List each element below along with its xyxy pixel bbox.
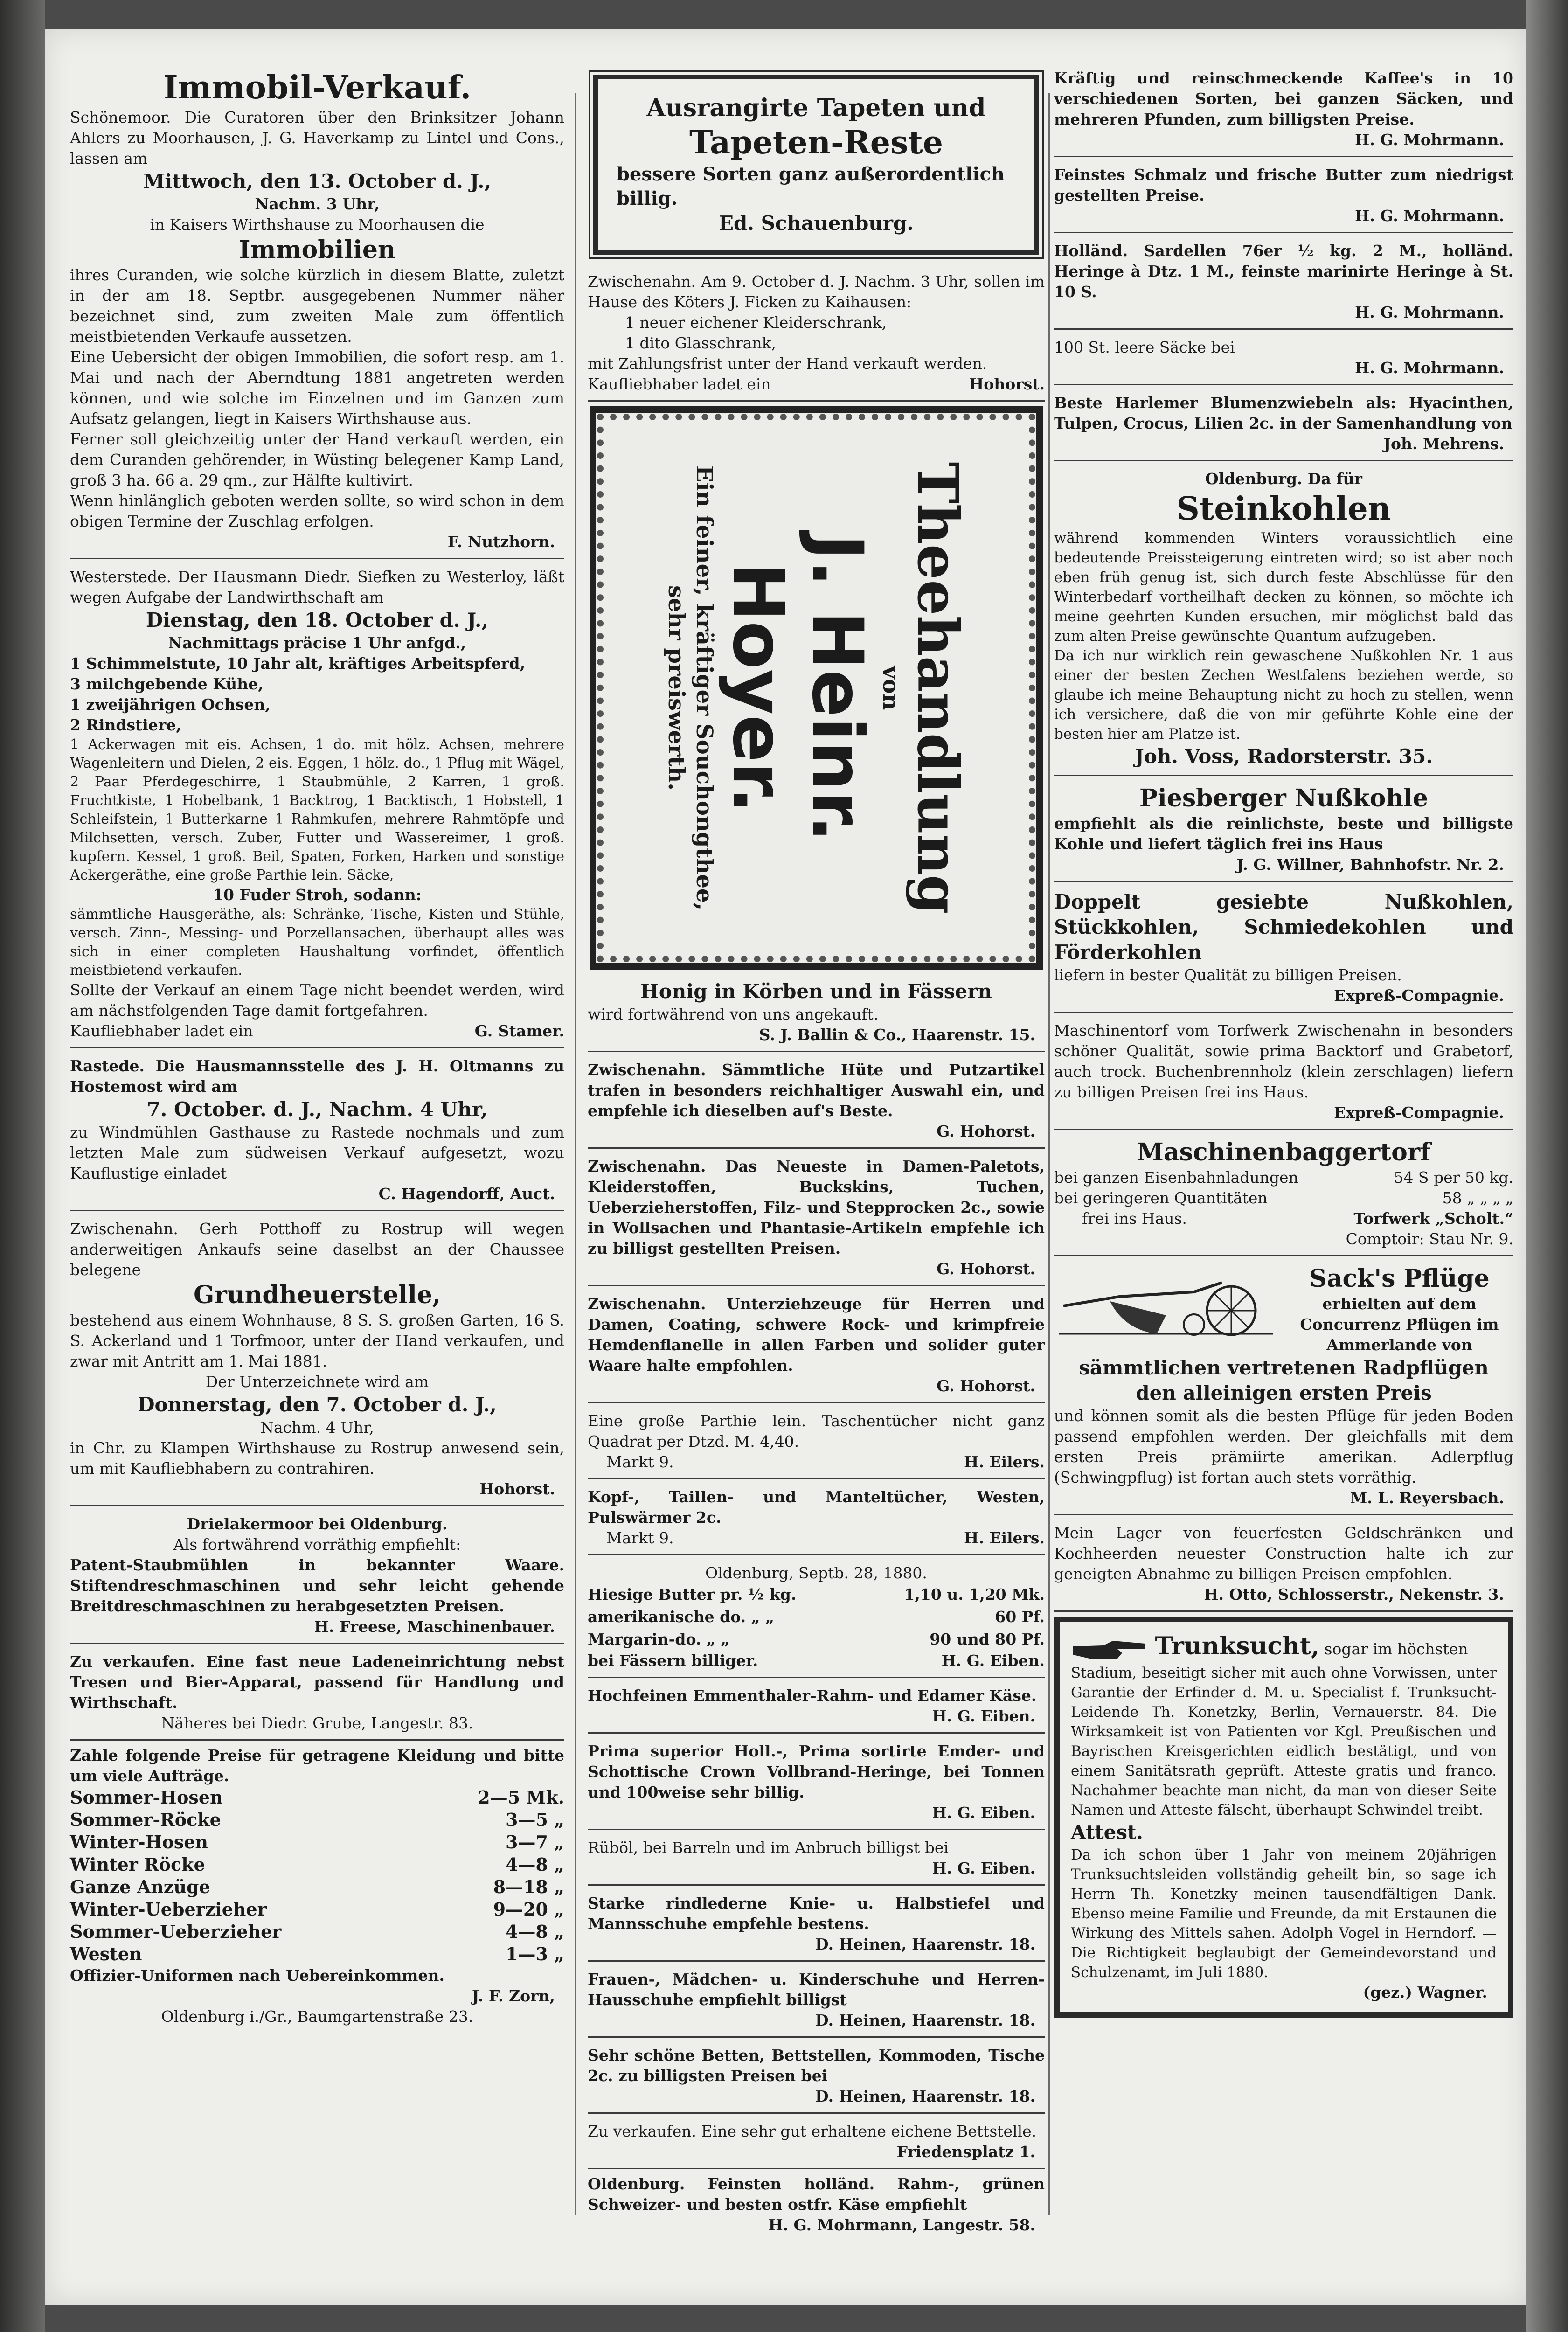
price-item: bei ganzen Eisenbahnladungen <box>1054 1168 1298 1187</box>
ad-text: Patent-Staubmühlen in bekannter Waare. Stiftendreschmaschinen und sehr leicht gehende Breitdreschmaschinen zu herabgesetzten Preisen. <box>70 1556 564 1615</box>
ad-signature-label: Kaufliebhaber ladet ein <box>70 1022 253 1040</box>
ad-heinen-betten <box>588 2042 1045 2114</box>
ad-text: Zu verkaufen. Eine sehr gut erhaltene eichene Bettstelle. <box>588 2122 1037 2140</box>
ad-signature: H. Eilers. <box>964 1453 1045 1471</box>
column-3 <box>1054 65 1513 2018</box>
price-value: 1—3 „ <box>506 1943 564 1964</box>
ad-text: mit Zahlungsfrist unter der Hand verkauft werden. <box>588 354 987 373</box>
ad-text: Starke rindlederne Knie- u. Halbstiefel und Mannsschuhe empfehle bestens. <box>588 1894 1045 1933</box>
ad-address: Comptoir: Stau Nr. 9. <box>1346 1230 1513 1248</box>
ad-signature: H. G. Eiben. <box>932 1859 1035 1877</box>
price-item: Sommer-Ueberzieher <box>70 1921 282 1942</box>
price-row <box>70 1853 564 1876</box>
ad-zwischenahn-kleiderschrank <box>588 269 1045 402</box>
ad-title: Maschinenbaggertorf <box>1137 1138 1431 1166</box>
ad-signature: H. G. Mohrmann. <box>1355 131 1504 149</box>
ad-signature-row <box>1054 1208 1513 1229</box>
ad-text: Wenn hinlänglich geboten werden sollte, so wird schon in dem obigen Termine der Zuschlag erfolgen. <box>70 492 564 530</box>
price-value: 2—5 Mk. <box>478 1787 564 1808</box>
ad-place: in Kaisers Wirthshause zu Moorhausen die <box>150 215 485 234</box>
price-row <box>588 1583 1045 1606</box>
ad-text: Feinstes Schmalz und frische Butter zum niedrigst gestellten Preise. <box>1054 166 1513 204</box>
ad-signature: G. Stamer. <box>474 1022 564 1040</box>
price-value: 8—18 „ <box>493 1876 564 1897</box>
ad-immobil-verkauf <box>70 65 564 559</box>
ad-signature: Joh. Voss, Radorsterstr. 35. <box>1134 745 1433 768</box>
ad-text: Da ich nur wirklich rein gewaschene Nußkohlen Nr. 1 aus einer der besten Zechen Westfalens beziehen werde, so glaube ich meine Behauptung nicht zu hoch zu stellen, wenn ich versichere, daß die von mir geführte Kohle eine der besten hier am Platze ist. <box>1054 647 1513 743</box>
ad-hohorst-huete <box>588 1057 1045 1149</box>
ad-text: Frauen-, Mädchen- u. Kinderschuhe und Herren-Hausschuhe empfiehlt billigst <box>588 1970 1045 2009</box>
ad-text: Rüböl, bei Barreln und im Anbruch billigst bei <box>588 1839 949 1857</box>
ad-steinkohlen <box>1054 466 1513 776</box>
ad-text: Ein feiner, kräftiger Souchongthee, <box>691 465 717 911</box>
ad-signature: D. Heinen, Haarenstr. 18. <box>815 2087 1035 2105</box>
ad-piesberger <box>1054 781 1513 882</box>
pointing-hand-icon <box>1071 1637 1150 1663</box>
price-row <box>70 1943 564 1965</box>
ad-text: 100 St. leere Säcke bei <box>1054 338 1235 356</box>
ad-text: Näheres bei Diedr. Grube, Langestr. 83. <box>161 1714 473 1732</box>
ad-eiben-rueboel <box>588 1835 1045 1886</box>
ad-text: von <box>878 666 904 710</box>
ad-item: 1 Schimmelstute, 10 Jahr alt, kräftiges Arbeitspferd, <box>70 654 526 673</box>
price-item: Ganze Anzüge <box>70 1876 210 1897</box>
ad-signature: J. G. Willner, Bahnhofstr. Nr. 2. <box>1236 855 1504 874</box>
ad-item: 1 dito Glasschrank, <box>625 334 777 352</box>
ad-signature-label: Kaufliebhaber ladet ein <box>588 375 771 393</box>
ad-heinen-stiefel <box>588 1890 1045 1962</box>
ad-signature: H. G. Mohrmann. <box>1355 207 1504 225</box>
ad-signature-row <box>588 1452 1045 1472</box>
ad-address: Oldenburg i./Gr., Baumgartenstraße 23. <box>161 2007 473 2026</box>
ad-eilers-tuecher <box>588 1484 1045 1555</box>
ad-signature: C. Hagendorff, Auct. <box>378 1185 555 1203</box>
ad-signature-row <box>588 1528 1045 1548</box>
column-1 <box>70 65 564 2027</box>
ad-eiben-butter <box>588 1560 1045 1678</box>
ad-trunksucht <box>1054 1617 1513 2018</box>
ad-signature: M. L. Reyersbach. <box>1350 1489 1504 1507</box>
ad-text: Beste Harlemer Blumenzwiebeln als: Hyacinthen, Tulpen, Crocus, Lilien 2c. in der Samenhandlung von <box>1054 394 1513 432</box>
ad-text: Oldenburg. Feinsten holländ. Rahm-, grünen Schweizer- und besten ostfr. Käse empfiehlt <box>588 2175 1045 2214</box>
ad-signature: Expreß-Compagnie. <box>1334 986 1504 1005</box>
ad-text: Zwischenahn. Sämmtliche Hüte und Putzartikel trafen in besonders reichhaltiger Auswahl ein, und empfehle ich dieselben auf's Beste. <box>588 1061 1045 1120</box>
ad-text: Zwischenahn. Unterziehzeuge für Herren und Damen, Coating, schwere Rock- und krimpfreie Hemdenflanelle in allen Farben und solider guter Waare halte empfohlen. <box>588 1295 1045 1374</box>
ad-text: erhielten auf dem Concurrenz Pflügen im Ammerlande von <box>1300 1295 1499 1354</box>
ad-text: Mein Lager von feuerfesten Geldschränken und Kochheerden neuester Construction halte ich zur geneigten Abnahme zu billigen Preisen empfohlen. <box>1054 1524 1513 1583</box>
ad-text: sämmtliche Hausgeräthe, als: Schränke, Tische, Kisten und Stühle, versch. Zinn-, Messing- und Porzellansachen, überhaupt alles was sich in einer completen Haushaltung vorfindet, öffentlich meistbietend verkaufen. <box>70 906 564 979</box>
ad-rastede <box>70 1053 564 1211</box>
ad-text: Zwischenahn. Das Neueste in Damen-Paletots, Kleiderstoffen, Buckskins, Tuchen, Ueberzieherstoffen, Filz- und Stepprocken 2c., sowie in Wollsachen und Phantasie-Artikeln empfehle ich zu billigst gestellten Preisen. <box>588 1157 1045 1257</box>
ad-text: Offizier-Uniformen nach Uebereinkommen. <box>70 1966 444 1985</box>
ad-text: sogar im höchsten <box>1324 1640 1468 1658</box>
ad-text: Eine Uebersicht der obigen Immobilien, die sofort resp. am 1. Mai und nach der Aberndtung 1881 angetreten werden können, und wie solche im Einzelnen und im Ganzen zum Aufsatz gelangen, liegt in Kaisers Wirthshause aus. <box>70 348 564 428</box>
price-value: 90 und 80 Pf. <box>930 1630 1045 1648</box>
ad-rotated-content <box>662 427 970 949</box>
ad-text: Westerstede. Der Hausmann Diedr. Siefken zu Westerloy, läßt wegen Aufgabe der Landwirthschaft am <box>70 568 564 606</box>
ad-title: Honig in Körben und in Fässern <box>640 980 992 1003</box>
column-2 <box>588 65 1045 2235</box>
price-value: 4—8 „ <box>506 1854 564 1875</box>
book-edge-left <box>0 0 45 2332</box>
ad-text: Kräftig und reinschmeckende Kaffee's in 10 verschiedenen Sorten, bei ganzen Säcken, und mehreren Pfunden, zum billigsten Preise. <box>1054 69 1513 128</box>
ad-signature: Hohorst. <box>969 375 1045 393</box>
price-row <box>70 1876 564 1898</box>
price-value: 58 „ „ „ „ <box>1442 1189 1513 1207</box>
price-item: Margarin-do. „ „ <box>588 1630 730 1648</box>
column-rule-1 <box>575 93 576 2215</box>
price-item: Winter-Hosen <box>70 1832 208 1853</box>
ad-title: Theehandlung <box>905 462 971 914</box>
ad-honig <box>588 976 1045 1052</box>
ad-date: 7. October. d. J., Nachm. 4 Uhr, <box>146 1098 488 1121</box>
ad-eilers-taschentuecher <box>588 1408 1045 1479</box>
ad-signature: F. Nutzhorn. <box>447 533 555 551</box>
ad-text: Eine große Parthie lein. Taschentücher nicht ganz Quadrat per Dtzd. M. 4,40. <box>588 1412 1045 1451</box>
ad-hohorst-paletots <box>588 1153 1045 1286</box>
ad-westerstede <box>70 564 564 1048</box>
ad-signature: (gez.) Wagner. <box>1363 1983 1487 2001</box>
ad-title: Sack's Pflüge <box>1309 1264 1490 1293</box>
price-value: 9—20 „ <box>493 1899 564 1920</box>
ad-date: Dienstag, den 18. October d. J., <box>146 609 489 632</box>
ad-title-row <box>1071 1631 1497 1663</box>
ad-subtitle: Attest. <box>1071 1821 1144 1844</box>
ad-kaffee <box>1054 65 1513 157</box>
ad-title: Steinkohlen <box>1176 490 1391 527</box>
ad-text: Als fortwährend vorräthig empfiehlt: <box>173 1535 461 1554</box>
price-item: Sommer-Hosen <box>70 1787 223 1808</box>
ad-signature: G. Hohorst. <box>937 1260 1035 1278</box>
ad-text: Rastede. Die Hausmannsstelle des J. H. Oltmanns zu Hostemost wird am <box>70 1057 564 1096</box>
price-value: 54 S per 50 kg. <box>1394 1168 1513 1187</box>
ad-text: Prima superior Holl.-, Prima sortirte Emder- und Schottische Crown Vollbrand-Heringe, bei Tonnen und 100weise sehr billig. <box>588 1742 1045 1801</box>
price-row <box>1054 1188 1513 1208</box>
ad-text: empfiehlt als die reinlichste, beste und billigste Kohle und liefert täglich frei ins Haus <box>1054 814 1513 853</box>
ad-signature: Friedensplatz 1. <box>896 2143 1035 2161</box>
ad-head: Oldenburg, Septb. 28, 1880. <box>705 1564 927 1582</box>
ad-text: Schönemoor. Die Curatoren über den Brinksitzer Johann Ahlers zu Moorhausen, J. G. Haverkamp zu Lintel und Cons., lassen am <box>70 108 564 167</box>
price-value: 1,10 u. 1,20 Mk. <box>904 1585 1045 1603</box>
ad-title: Piesberger Nußkohle <box>1139 784 1429 812</box>
ad-signature: H. G. Mohrmann, Langestr. 58. <box>768 2216 1035 2234</box>
ad-title: Drielakermoor bei Oldenburg. <box>187 1515 448 1533</box>
ad-sacks-pfluege <box>1054 1261 1513 1515</box>
ad-shop-name: J. Heinr. Hoyer. <box>717 534 878 842</box>
ad-mohrmann-kaese <box>588 2174 1045 2235</box>
ad-signature: H. G. Eiben. <box>941 1652 1045 1670</box>
price-item: bei geringeren Quantitäten <box>1054 1189 1268 1207</box>
ad-item: 1 neuer eichener Kleiderschrank, <box>625 313 887 332</box>
ad-item: 2 Rindstiere, <box>70 716 181 734</box>
ad-signature: D. Heinen, Haarenstr. 18. <box>815 1935 1035 1953</box>
column-rule-2 <box>1048 93 1050 2215</box>
ad-text: und können somit als die besten Pflüge für jeden Boden passend empfohlen werden. Der gleichfalls mit dem ersten Preis prämiirte amerikan. Adlerpflug (Schwingpflug) ist fortan auch stets vorräthig. <box>1054 1407 1513 1486</box>
ad-text: wird fortwährend von uns angekauft. <box>588 1005 879 1023</box>
ad-text: Maschinentorf vom Torfwerk Zwischenahn in besonders schöner Qualität, sowie prima Backtorf und Grabetorf, auch trock. Buchenbrennholz (klein zerschlagen) liefern zu billigen Preisen frei ins Haus. <box>1054 1021 1513 1101</box>
ad-tapeten <box>593 75 1039 255</box>
ad-keyword: Grundheuerstelle, <box>193 1281 441 1309</box>
ad-text: Sehr schöne Betten, Bettstellen, Kommoden, Tische 2c. zu billigsten Preisen bei <box>588 2046 1045 2085</box>
ad-signature: H. Freese, Maschinenbauer. <box>314 1617 555 1636</box>
ad-title: Doppelt gesiebte Nußkohlen, Stückkohlen, Schmiedekohlen und Förderkohlen <box>1054 890 1513 964</box>
price-value: 4—8 „ <box>506 1921 564 1942</box>
price-row <box>70 1831 564 1853</box>
ad-saecke <box>1054 334 1513 385</box>
ad-title: Ausrangirte Tapeten und <box>646 94 986 122</box>
ad-signature: H. G. Eiben. <box>932 1707 1035 1725</box>
ad-date: Mittwoch, den 13. October d. J., <box>143 170 492 193</box>
ad-text: bei Fässern billiger. <box>588 1652 758 1670</box>
price-item: Hiesige Butter pr. ½ kg. <box>588 1585 797 1603</box>
price-row <box>1054 1167 1513 1188</box>
price-item: Westen <box>70 1943 142 1964</box>
ad-text: ihres Curanden, wie solche kürzlich in diesem Blatte, zuletzt in der am 18. Septbr. ausgegebenen Nummer näher bezeichnet sind, zum zweiten Male zum öffentlich meistbietenden Verkaufe aussetzen. <box>70 266 564 346</box>
ad-blumenzwiebeln <box>1054 390 1513 461</box>
price-item: amerikanische do. „ „ <box>588 1608 775 1626</box>
ad-signature: Ed. Schauenburg. <box>718 212 914 235</box>
ad-text: sehr preiswerth. <box>663 585 689 791</box>
ad-keyword: den alleinigen ersten Preis <box>1136 1381 1432 1404</box>
plow-illustration-icon <box>1054 1264 1278 1343</box>
price-item: Winter Röcke <box>70 1854 205 1875</box>
ad-keyword: sämmtlichen vertretenen Radpflügen <box>1079 1356 1489 1379</box>
book-edge-right <box>1526 0 1568 2332</box>
ad-ladeneinrichtung <box>70 1649 564 1741</box>
ad-place: Markt 9. <box>606 1529 674 1547</box>
ad-text: bessere Sorten ganz außerordentlich billig. <box>617 163 1005 209</box>
ad-text: Zwischenahn. Am 9. October d. J. Nachm. 3 Uhr, sollen im Hause des Köters J. Ficken zu Kaihausen: <box>588 272 1045 311</box>
ad-signature: S. J. Ballin & Co., Haarenstr. 15. <box>759 1026 1035 1044</box>
ad-signature: H. G. Mohrmann. <box>1355 359 1504 377</box>
ad-head: Oldenburg. Da für <box>1205 470 1362 488</box>
ad-title: Immobil-Verkauf. <box>163 69 472 106</box>
ad-text: liefern in bester Qualität zu billigen Preisen. <box>1054 966 1402 984</box>
ad-time: Nachm. 4 Uhr, <box>260 1418 374 1437</box>
ad-text: Sollte der Verkauf an einem Tage nicht beendet werden, wird am nächstfolgenden Tage damit fortgefahren. <box>70 981 564 1020</box>
ad-signature: Expreß-Compagnie. <box>1334 1104 1504 1122</box>
ad-text: während kommenden Winters voraussichtlich eine bedeutende Preissteigerung eintreten wird; so ist aber noch eben früh genug ist, sich durch feste Abschlüsse für den Winterbedarf vortheilhaft decken zu können, so möchte ich meine geehrten Kunden ersuchen, mir möglichst bald das zum alten Preise gewünschte Quantum aufzugeben. <box>1054 530 1513 645</box>
ad-date: Donnerstag, den 7. October d. J., <box>138 1393 497 1416</box>
ad-signature: H. G. Mohrmann. <box>1355 303 1504 321</box>
ad-signature: J. F. Zorn, <box>472 1987 555 2005</box>
ad-signature: Hohorst. <box>479 1480 555 1498</box>
ad-text: Da ich schon über 1 Jahr von meinem 20jährigen Trunksuchtsleiden vollständig geheilt bin, so sage ich Herrn Th. Konetzky meinen tausendfältigen Dank. Ebenso meine Familie und Freunde, da mit Erstaunen die Wirkung des Mittels sahen. Adolph Vogel in Herndorf. — Die Richtigkeit beglaubigt der Gemeindevorstand und Schulzenamt, im Juli 1880. <box>1071 1846 1497 1981</box>
price-value: 60 Pf. <box>995 1608 1045 1626</box>
ad-theehandlung <box>590 406 1043 970</box>
ad-item: 3 milchgebende Kühe, <box>70 675 264 693</box>
ad-drielakermoor <box>70 1511 564 1644</box>
ad-title: Tapeten-Reste <box>689 124 944 161</box>
ad-signature: H. Eilers. <box>964 1529 1045 1547</box>
ad-signature: G. Hohorst. <box>937 1377 1035 1395</box>
ad-text: Zwischenahn. Gerh Potthoff zu Rostrup will wegen anderweitigen Ankaufs seine daselbst an der Chaussee belegene <box>70 1220 564 1279</box>
ad-text: zu Windmühlen Gasthause zu Rastede nochmals und zum letzten Male zum südweisen Verkauf aufgesetzt, wozu Kauflustige einladet <box>70 1123 564 1182</box>
ad-sardellen <box>1054 238 1513 330</box>
ad-keyword: Immobilien <box>239 236 395 264</box>
price-row <box>588 1628 1045 1651</box>
ad-item: 10 Fuder Stroh, sodann: <box>213 886 422 904</box>
ad-text: Zahle folgende Preise für getragene Kleidung und bitte um viele Aufträge. <box>70 1746 564 1785</box>
price-value: 3—7 „ <box>506 1832 564 1853</box>
ad-text: Zu verkaufen. Eine fast neue Ladeneinrichtung nebst Tresen und Bier-Apparat, passend für Handlung und Wirthschaft. <box>70 1652 564 1712</box>
ad-signature-row <box>588 374 1045 395</box>
ad-hohorst-unterzeuge <box>588 1291 1045 1403</box>
ad-zwischenahn-grundheuerstelle <box>70 1216 564 1506</box>
price-value: 3—5 „ <box>506 1809 564 1830</box>
ad-signature: Joh. Mehrens. <box>1383 435 1504 453</box>
price-item: Winter-Ueberzieher <box>70 1899 267 1920</box>
ad-signature: H. Otto, Schlosserstr., Nekenstr. 3. <box>1204 1585 1504 1603</box>
ad-text: Holländ. Sardellen 76er ½ kg. 2 M., holländ. Heringe à Dtz. 1 M., feinste marinirte Heringe à St. 10 S. <box>1054 242 1513 301</box>
ad-kleidung-preise <box>70 1745 564 2027</box>
ad-text: in Chr. zu Klampen Wirthshause zu Rostrup anwesend sein, um mit Kaufliebhabern zu contrahiren. <box>70 1439 564 1478</box>
ad-text: Stadium, beseitigt sicher mit auch ohne Vorwissen, unter Garantie der Erfinder d. M. u. Specialist f. Trunksucht-Leidende Th. Konetzky, Berlin, Vernauerstr. 84. Die Wirksamkeit ist von Patienten vor Kgl. Preußischen und Bayrischen Kreisgerichten eidlich bestätigt, und von einem Sanitätsrath geprüft. Atteste gratis und franco. Nachahmer beachte man nicht, da man von dieser Seite Namen und Atteste fälscht, überhaupt Schwindel treibt. <box>1071 1665 1497 1818</box>
ad-text: Ferner soll gleichzeitig unter der Hand verkauft werden, ein dem Curanden gehörender, in Wüsting belegener Kamp Land, groß 3 ha. 66 a. 29 qm., zur Hälfte kultivirt. <box>70 430 564 489</box>
ad-bettstelle <box>588 2118 1045 2169</box>
price-row <box>70 1786 564 1809</box>
ad-time: Nachm. 3 Uhr, <box>255 195 380 213</box>
ad-eiben-kaese <box>588 1683 1045 1734</box>
ad-maschinentorf <box>1054 1018 1513 1130</box>
ad-place: Markt 9. <box>606 1453 674 1471</box>
ad-signature: Torfwerk „Scholt.“ <box>1353 1209 1513 1228</box>
price-row <box>70 1921 564 1943</box>
ad-signature: H. G. Eiben. <box>932 1804 1035 1822</box>
ad-doppelt-gesiebte <box>1054 887 1513 1013</box>
ad-text: Der Unterzeichnete wird am <box>205 1373 429 1391</box>
price-item: Sommer-Röcke <box>70 1809 221 1830</box>
ad-title: Trunksucht, <box>1155 1632 1320 1660</box>
price-row <box>70 1809 564 1831</box>
ad-signature: G. Hohorst. <box>937 1122 1035 1140</box>
ad-text: bestehend aus einem Wohnhause, 8 S. S. großen Garten, 16 S. S. Ackerland und 1 Torfmoor, unter der Hand verkaufen, und zwar mit Antritt am 1. Mai 1881. <box>70 1311 564 1370</box>
ad-item: 1 zweijährigen Ochsen, <box>70 695 271 714</box>
ad-text: frei ins Haus. <box>1082 1209 1187 1228</box>
ad-schmalz <box>1054 162 1513 233</box>
ad-geldschraenke <box>1054 1520 1513 1612</box>
price-row <box>70 1898 564 1921</box>
ad-eiben-heringe <box>588 1738 1045 1830</box>
ad-maschinenbaggertorf <box>1054 1135 1513 1256</box>
ad-heinen-schuhe <box>588 1966 1045 2038</box>
ad-time: Nachmittags präcise 1 Uhr anfgd., <box>168 634 466 652</box>
ad-text: Hochfeinen Emmenthaler-Rahm- und Edamer Käse. <box>588 1687 1037 1705</box>
price-row <box>588 1606 1045 1628</box>
ad-signature-row <box>588 1651 1045 1671</box>
ad-signature-row <box>70 1021 564 1041</box>
ad-text: Kopf-, Taillen- und Manteltücher, Westen, Pulswärmer 2c. <box>588 1488 1045 1527</box>
ad-signature: D. Heinen, Haarenstr. 18. <box>815 2011 1035 2029</box>
ad-text: 1 Ackerwagen mit eis. Achsen, 1 do. mit hölz. Achsen, mehrere Wagenleitern und Dielen, 2 eis. Eggen, 1 hölz. do., 1 Pflug mit Wägel, 2 Paar Pferdegeschirre, 1 Staubmühle, 2 Karren, 1 groß. Fruchtkiste, 1 Hobelbank, 1 Backtrog, 1 Backtisch, 1 Hobstell, 1 Schleifstein, 1 Butterkarne 1 Rahmkufen, mehrere Rahmtöpfe und Milchsetten, versch. Zuber, Futter und Wassereimer, 1 groß. kupfern. Kessel, 1 groß. Beil, Spaten, Forken, Harken und sonstige Ackergeräthe, eine große Parthie lein. Säcke, <box>70 736 564 883</box>
